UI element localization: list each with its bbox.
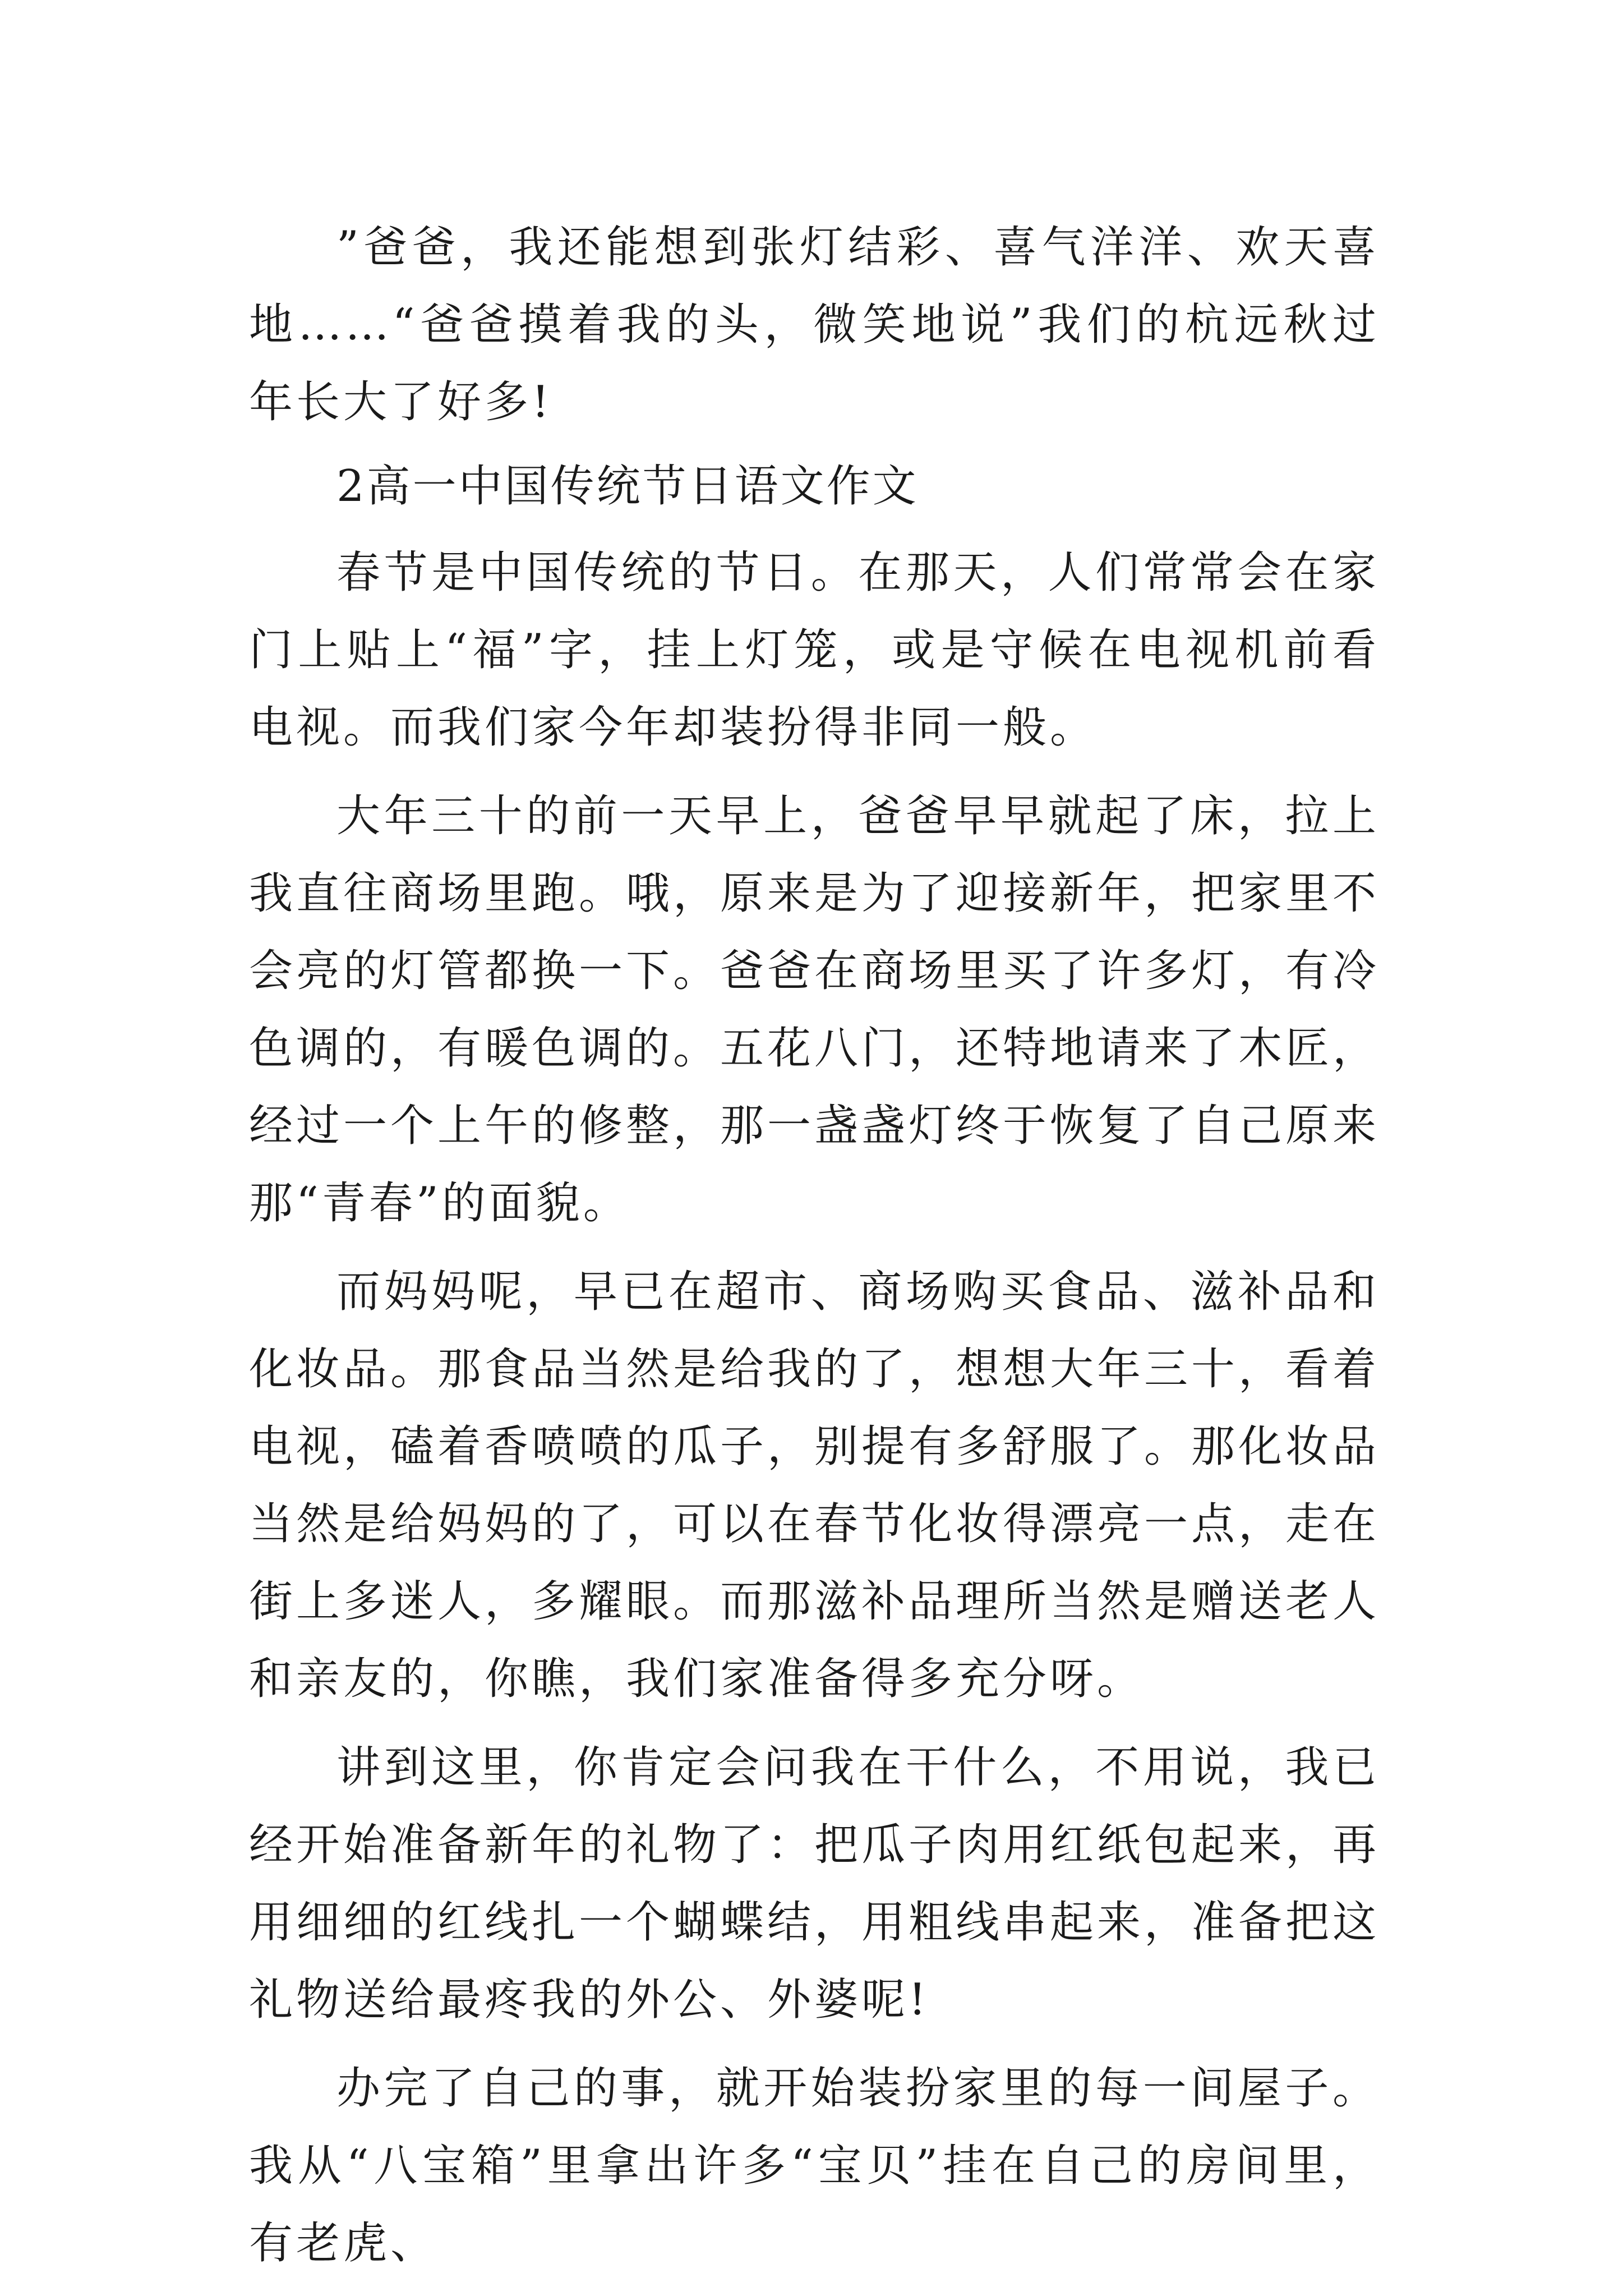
paragraph: 大年三十的前一天早上，爸爸早早就起了床，拉上我直往商场里跑。哦，原来是为了迎接新年，把家里不会亮的灯管都换一下。爸爸在商场里买了许多灯，有冷色调的，有暖色调的。五花八门，还特地请来了木匠，经过一个上午的修整，那一盏盏灯终于恢复了自己原来那“青春”的面貌。 [249, 791, 1380, 1228]
paragraph: 讲到这里，你肯定会问我在干什么，不用说，我已经开始准备新年的礼物了：把瓜子肉用红纸包起来，再用细细的红线扎一个蝴蝶结，用粗线串起来，准备把这礼物送给最疼我的外公、外婆呢! [249, 1742, 1380, 2025]
paragraph: 办完了自己的事，就开始装扮家里的每一间屋子。我从“八宝箱”里拿出许多“宝贝”挂在自己的房间里，有老虎、 [249, 2063, 1380, 2269]
paragraph-continuation: ”爸爸，我还能想到张灯结彩、喜气洋洋、欢天喜地……“爸爸摸着我的头，微笑地说”我们的杭远秋过年长大了好多! [249, 222, 1380, 427]
essay-body [249, 209, 1380, 2293]
paragraph: 而妈妈呢，早已在超市、商场购买食品、滋补品和化妆品。那食品当然是给我的了，想想大年三十，看着电视，磕着香喷喷的瓜子，别提有多舒服了。那化妆品当然是给妈妈的了，可以在春节化妆得漂亮一点，走在街上多迷人，多耀眼。而那滋补品理所当然是赠送老人和亲友的，你瞧，我们家准备得多充分呀。 [249, 1267, 1380, 1704]
essay-heading: 2高一中国传统节日语文作文 [336, 461, 919, 512]
paragraph: 春节是中国传统的节日。在那天，人们常常会在家门上贴上“福”字，挂上灯笼，或是守候在电视机前看电视。而我们家今年却装扮得非同一般。 [249, 547, 1380, 753]
